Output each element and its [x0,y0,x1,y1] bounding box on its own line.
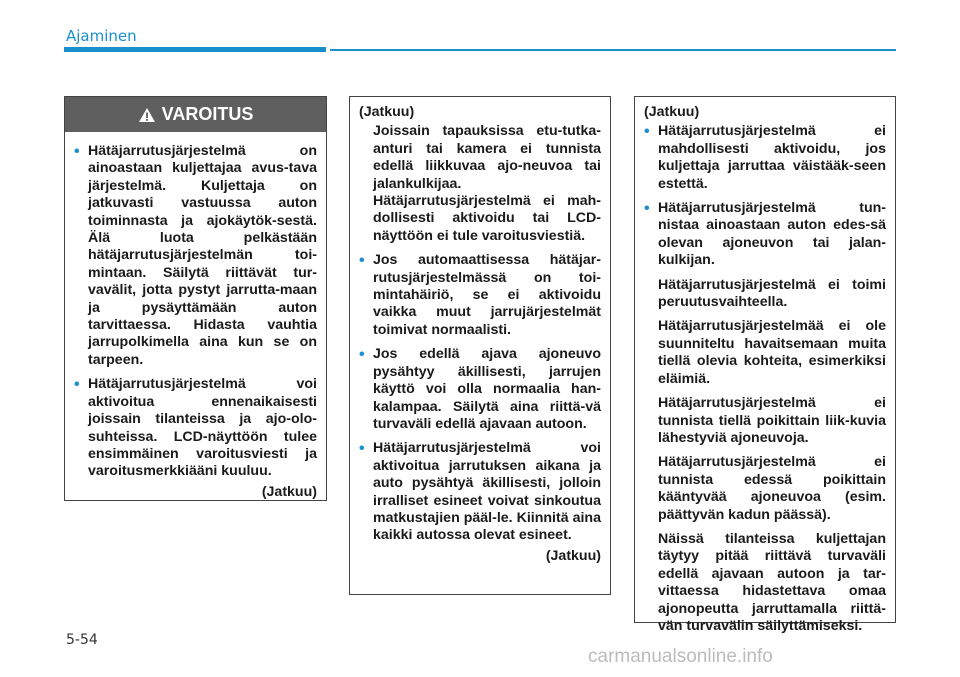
list-item: • Jos automaattisessa hätäjar-rutusjärjestelmässä on toi-mintahäiriö, se ei aktivoidu vaikka muut jarrujärjestelmät toimivat normaalisti. [359,252,601,339]
continued-from-label: (Jatkuu) [359,104,415,120]
list-item: • Hätäjarrutusjärjestelmä ei mahdollisesti aktivoidu, jos kuljettaja jarruttaa väistääk-seen estettä. [644,123,886,193]
page-number: 5-54 [66,632,98,648]
continued-from-label: (Jatkuu) [644,104,700,120]
warning-triangle-icon [138,107,156,123]
header-rule-thick [64,47,326,52]
paragraph: Hätäjarrutusjärjestelmä ei tunnista edessä poikittain kääntyvää ajoneuvoa (esim. päättyvän kadun päässä). [658,454,886,523]
warning-item: • Hätäjarrutusjärjestelmä on ainoastaan kuljettajaa avus-tava järjestelmä. Kuljettaja on jatkuvasti vastuussa auton toiminnasta ja ajokäytök-sestä. Älä luota pelkästään hätäjarrutusjärjestelmän toi-mintaan. Säilytä riittävät tur-vavälit, jotta pystyt jarrutta-maan ja pysäyttämään auton tarvittaessa. Hidasta vauhtia jarrupolkimella aina kun se on tarpeen. [74,143,317,369]
paragraph: Joissain tapauksissa etu-tutka-anturi tai kamera ei tunnista edellä liikkuvaa ajo-neuvoa tai jalankulkijaa. Hätäjarrutusjärjestelmä ei mah-dollisesti aktivoidu tai LCD-näyttöön ei tule varoitusviestiä. [373,123,601,244]
paragraph: Hätäjarrutusjärjestelmää ei ole suunniteltu havaitsemaan muita tiellä olevia kohteita, esimerkiksi eläimiä. [658,318,886,387]
warning-item: • Hätäjarrutusjärjestelmä voi aktivoitua ennenaikaisesti joissain tilanteissa ja ajo-olo-suhteissa. LCD-näyttöön tulee ensimmäinen varoitusviesti ja varoitusmerkkiääni kuuluu. [74,376,317,480]
header-rule-thin [330,49,896,51]
paragraph: Näissä tilanteissa kuljettajan täytyy pitää riittävä turvaväli edellä ajavaan autoon ja tar-vittaessa hidastettava omaa ajonopeutta jarruttamalla riittä-vän turvavälin säilyttämiseksi. [658,530,886,634]
continued-box-3 [634,96,896,634]
list-item: • Jos edellä ajava ajoneuvo pysähtyy äkillisesti, jarrujen käyttö voi olla normaalia han-kalampaa. Säilytä aina riittä-vä turvaväli edellä ajavaan autoon. [359,346,601,433]
list-item: • Hätäjarrutusjärjestelmä tun-nistaa ainoastaan auton edes-sä olevan ajoneuvon tai jalan-kulkijan. [644,200,886,270]
warning-header [65,97,326,132]
section-title: Ajaminen [66,27,137,45]
watermark: carmanualsonline.info [588,646,773,667]
continued-label: (Jatkuu) [545,547,601,564]
paragraph: Hätäjarrutusjärjestelmä ei toimi peruutusvaihteella. [658,276,886,311]
warning-box [64,96,327,501]
warning-title: VAROITUS [161,104,254,124]
continued-box-2 [349,96,611,595]
paragraph: Hätäjarrutusjärjestelmä ei tunnista tiellä poikittain liik-kuvia lähestyviä ajoneuvoja. [658,395,886,446]
continued-label: (Jatkuu) [261,483,317,500]
list-item: • Hätäjarrutusjärjestelmä voi aktivoitua jarrutuksen aikana ja auto pysähtyä äkillisesti, jolloin irralliset esineet voivat sinkoutua matkustajien pääl-le. Kiinnitä aina kaikki autossa olevat esineet. [359,440,601,544]
